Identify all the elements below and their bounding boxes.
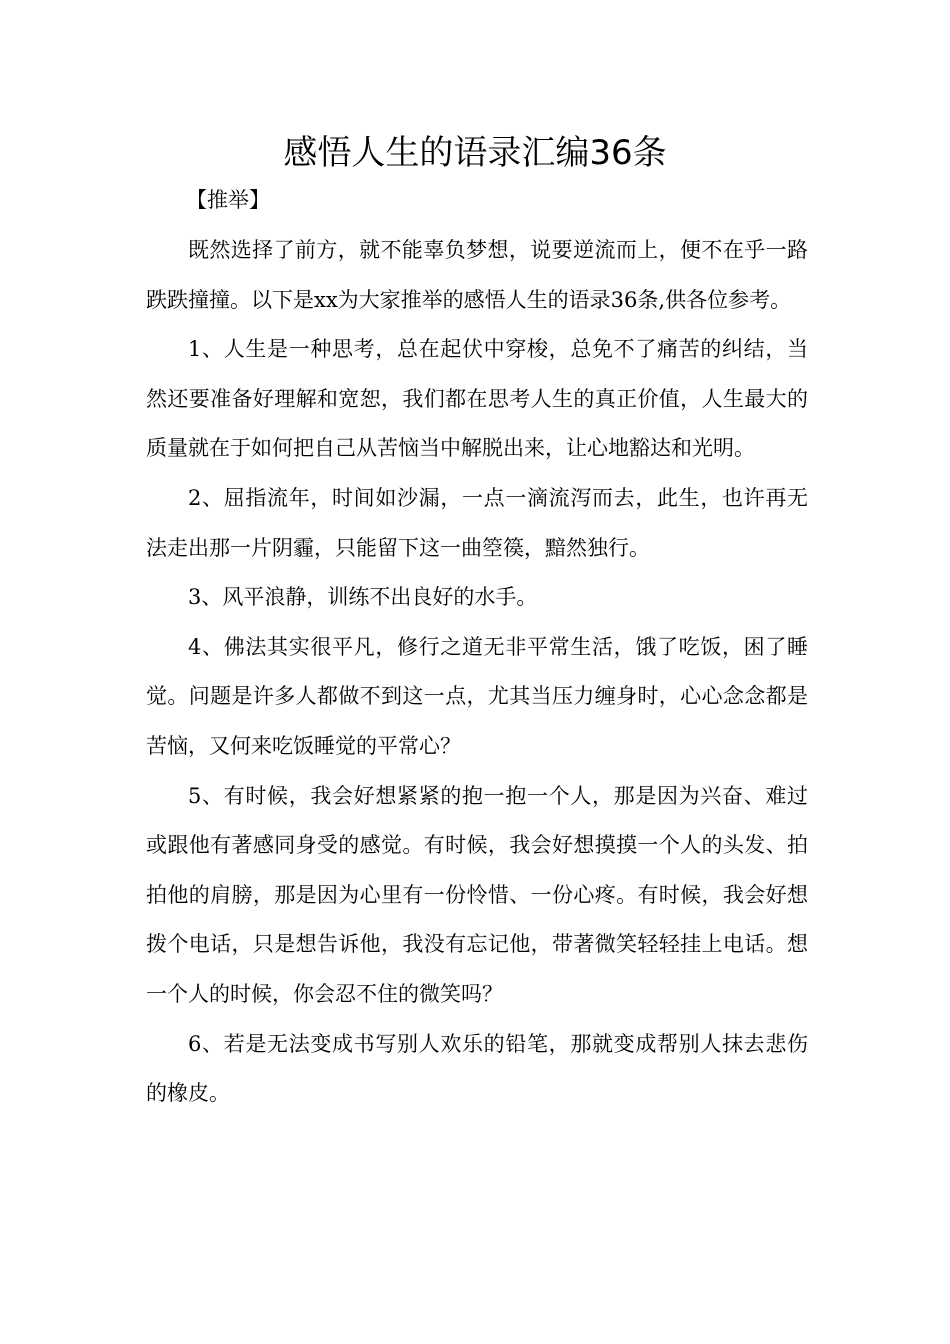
quote-paragraph-3: 3、风平浪静，训练不出良好的水手。 xyxy=(188,585,538,610)
intro-paragraph: 既然选择了前方，就不能辜负梦想，说要逆流而上，便不在乎一路跌跌撞撞。以下是xx为大家推举的感悟人生的语录36条,供各位参考。 xyxy=(146,238,808,312)
quote-paragraph-5: 5、有时候，我会好想紧紧的抱一抱一个人，那是因为兴奋、难过或跟他有著感同身受的感觉。有时候，我会好想摸摸一个人的头发、拍拍他的肩膀，那是因为心里有一份怜惜、一份心疼。有时候，我会好想拨个电话，只是想告诉他，我没有忘记他，带著微笑轻轻挂上电话。想一个人的时候，你会忍不住的微笑吗？ xyxy=(146,783,808,1006)
quote-paragraph-1: 1、人生是一种思考，总在起伏中穿梭，总免不了痛苦的纠结，当然还要准备好理解和宽恕，我们都在思考人生的真正价值，人生最大的质量就在于如何把自己从苦恼当中解脱出来，让心地豁达和光明。 xyxy=(146,337,808,461)
document-title: 感悟人生的语录汇编36条 xyxy=(283,133,667,173)
quote-paragraph-2: 2、屈指流年，时间如沙漏，一点一滴流泻而去，此生，也许再无法走出那一片阴霾，只能留下这一曲箜篌，黯然独行。 xyxy=(146,485,808,560)
document-body xyxy=(146,226,808,1119)
quote-paragraph-6: 6、若是无法变成书写别人欢乐的铅笔，那就变成帮别人抹去悲伤的橡皮。 xyxy=(146,1031,808,1106)
recommend-tag: 【推举】 xyxy=(186,188,270,212)
quote-paragraph-4: 4、佛法其实很平凡，修行之道无非平常生活，饿了吃饭，困了睡觉。问题是许多人都做不到这一点，尤其当压力缠身时，心心念念都是苦恼，又何来吃饭睡觉的平常心？ xyxy=(146,634,808,758)
